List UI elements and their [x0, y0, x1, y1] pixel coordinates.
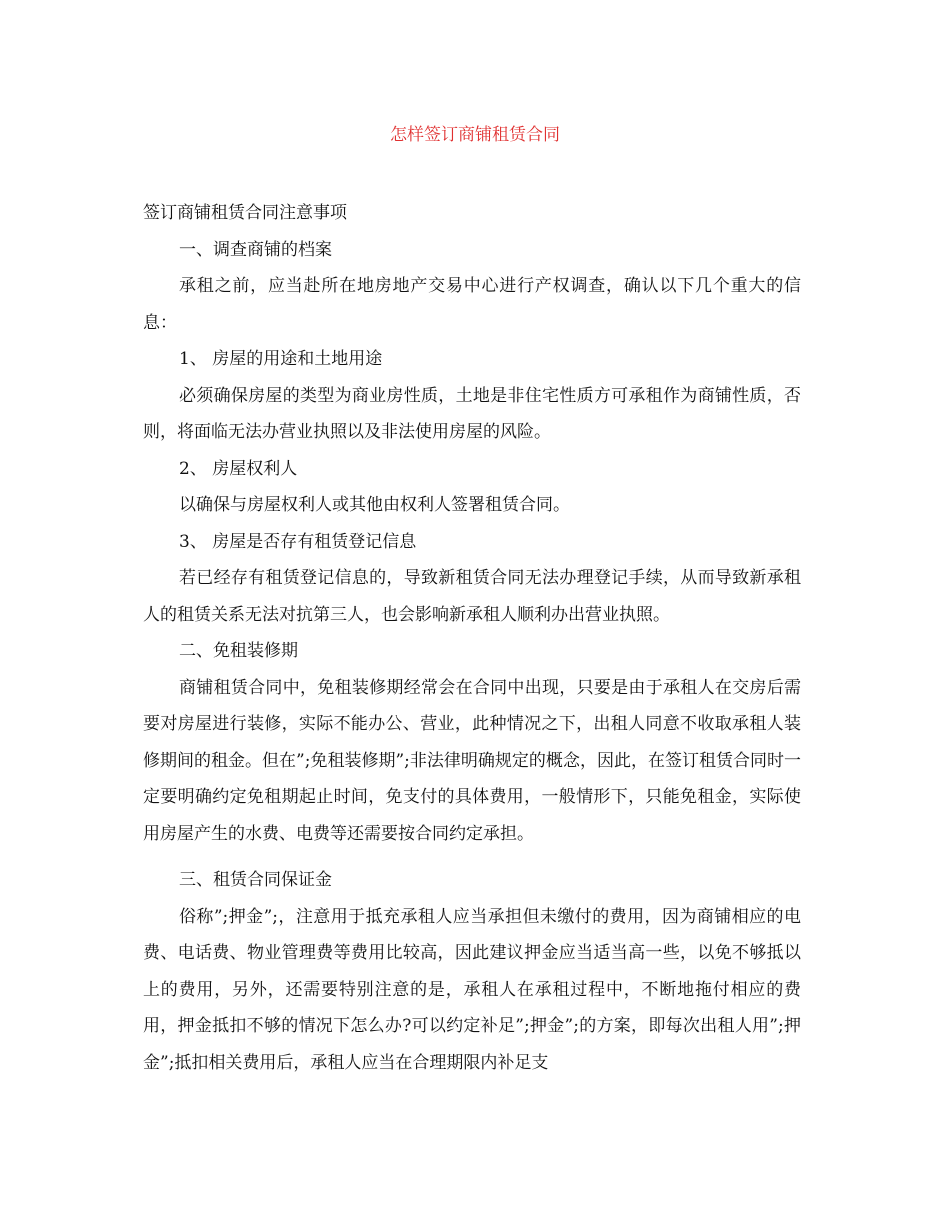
sub-item-2: 2、 房屋权利人 [179, 458, 298, 479]
paragraph: 俗称”;押金”;，注意用于抵充承租人应当承担但未缴付的费用，因为商铺相应的电费、电话费、物业管理费等费用比较高，因此建议押金应当适当高一些，以免不够抵以上的费用，另外，还需要特别注意的是，承租人在承租过程中，不断地拖付相应的费用，押金抵扣不够的情况下怎么办?可以约定补足”;押金”;的方案，即每次出租人用”;押金”;抵扣相关费用后，承租人应当在合理期限内补足支 [143, 906, 801, 1073]
paragraph: 必须确保房屋的类型为商业房性质，土地是非住宅性质方可承租作为商铺性质，否则，将面临无法办营业执照以及非法使用房屋的风险。 [143, 385, 801, 442]
paragraph: 承租之前，应当赴所在地房地产交易中心进行产权调查，确认以下几个重大的信息： [143, 276, 801, 333]
sub-item-3: 3、 房屋是否存有租赁登记信息 [179, 531, 417, 552]
section-heading: 签订商铺租赁合同注意事项 [143, 203, 347, 223]
paragraph: 以确保与房屋权利人或其他由权利人签署租赁合同。 [179, 495, 570, 515]
document-body [143, 195, 801, 1081]
sub-item-1: 1、 房屋的用途和土地用途 [179, 349, 383, 369]
section-title-2: 二、免租装修期 [179, 641, 298, 661]
document-title: 怎样签订商铺租赁合同 [390, 125, 560, 145]
paragraph: 商铺租赁合同中，免租装修期经常会在合同中出现，只要是由于承租人在交房后需要对房屋进行装修，实际不能办公、营业，此种情况之下，出租人同意不收取承租人装修期间的租金。但在”;免租装修期”;非法律明确规定的概念，因此，在签订租赁合同时一定要明确约定免租期起止时间，免支付的具体费用，一般情形下，只能免租金，实际使用房屋产生的水费、电费等还需要按合同约定承担。 [143, 677, 801, 844]
section-title-3: 三、租赁合同保证金 [179, 870, 332, 890]
paragraph: 若已经存有租赁登记信息的，导致新租赁合同无法办理登记手续，从而导致新承租人的租赁关系无法对抗第三人，也会影响新承租人顺利办出营业执照。 [143, 568, 801, 625]
section-title-1: 一、调查商铺的档案 [179, 239, 332, 260]
